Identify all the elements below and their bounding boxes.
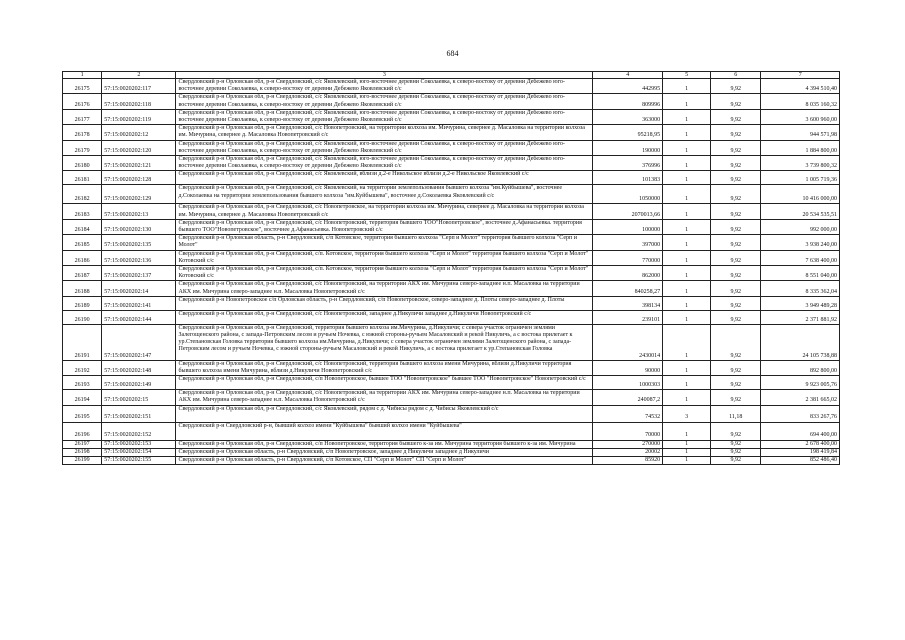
- parcel-rate: 9,92: [711, 281, 761, 296]
- parcel-value: 8 335 362,04: [761, 281, 840, 296]
- parcel-rate: 9,92: [711, 125, 761, 140]
- cadastral-number: 57:15:0020202:144: [102, 310, 176, 324]
- cadastral-number: 57:15:0020202:137: [102, 266, 176, 281]
- parcel-rate: 9,92: [711, 376, 761, 390]
- parcel-column-5: 3: [663, 405, 711, 422]
- cadastral-number: 57:15:0020202:155: [102, 457, 176, 465]
- parcel-value: 7 638 400,00: [761, 250, 840, 265]
- row-number: 26197: [63, 440, 102, 448]
- column-header: 6: [711, 72, 761, 79]
- parcel-area: 1050000: [593, 185, 663, 204]
- cadastral-number: 57:15:0020202:141: [102, 296, 176, 310]
- land-parcel-table: [62, 71, 840, 465]
- parcel-column-5: 1: [663, 109, 711, 124]
- parcel-value: 2 678 400,00: [761, 440, 840, 448]
- parcel-value: 2 371 881,92: [761, 310, 840, 324]
- row-number: 26185: [63, 235, 102, 250]
- parcel-location: Свердловский р-н Орловская обл, р-н Свердловский, с/с Яковлевский, на территории землепользования бывшего колхоза "им.Куйбышева", восточнее д.Соколаевка на территории землепользования бывшего колхоза "им.Куйбышева", восточнее д.Соколаевка Яковлевский с/с: [176, 185, 593, 204]
- parcel-area: 1000303: [593, 376, 663, 390]
- parcel-area: 239101: [593, 310, 663, 324]
- parcel-area: 270000: [593, 440, 663, 448]
- parcel-location: Свердловский р-н Орловская обл, р-н Свердловский, с/с Яковлевский, вблизи д.2-е Никольское вблизи д.2-е Никольское Яковлевский с/с: [176, 171, 593, 185]
- table-row: [63, 360, 840, 375]
- parcel-area: 190000: [593, 140, 663, 155]
- row-number: 26195: [63, 405, 102, 422]
- parcel-rate: 9,92: [711, 390, 761, 405]
- row-number: 26190: [63, 310, 102, 324]
- table-row: [63, 235, 840, 250]
- parcel-value: 992 000,00: [761, 219, 840, 234]
- parcel-rate: 9,92: [711, 422, 761, 440]
- parcel-rate: 9,92: [711, 219, 761, 234]
- cadastral-number: 57:15:0020202:121: [102, 156, 176, 171]
- table-row: [63, 109, 840, 124]
- cadastral-number: 57:15:0020202:130: [102, 219, 176, 234]
- parcel-area: 442995: [593, 79, 663, 94]
- table-row: [63, 94, 840, 109]
- parcel-column-5: 1: [663, 140, 711, 155]
- table-row: [63, 440, 840, 448]
- parcel-rate: 9,92: [711, 440, 761, 448]
- row-number: 26177: [63, 109, 102, 124]
- parcel-location: Свердловский р-н Орловская обл, р-н Свердловский, с/с Яковлевский, юго-восточнее деревни Соколаевка, к северо-востоку от деревни Дебежево юго-восточнее деревни Соколаевка, к северо-востоку от деревни Дебежево Яковлевский с/с: [176, 94, 593, 109]
- parcel-value: 24 105 738,88: [761, 324, 840, 360]
- parcel-value: 694 400,00: [761, 422, 840, 440]
- parcel-area: 397000: [593, 235, 663, 250]
- cadastral-number: 57:15:0020202:117: [102, 79, 176, 94]
- parcel-rate: 9,92: [711, 360, 761, 375]
- table-row: [63, 457, 840, 465]
- column-header: 2: [102, 72, 176, 79]
- parcel-value: 9 923 005,76: [761, 376, 840, 390]
- parcel-location: Свердловский р-н Орловская область, р-н Свердловский, с/п Котовское, территория бывшего колхоза "Серп и Молот" территория бывшего колхоза "Серп и Молот": [176, 235, 593, 250]
- parcel-area: 363000: [593, 109, 663, 124]
- cadastral-number: 57:15:0020202:152: [102, 422, 176, 440]
- parcel-column-5: 1: [663, 235, 711, 250]
- parcel-column-5: 1: [663, 324, 711, 360]
- parcel-area: 2070013,66: [593, 204, 663, 219]
- parcel-column-5: 1: [663, 448, 711, 456]
- row-number: 26180: [63, 156, 102, 171]
- parcel-rate: 9,92: [711, 250, 761, 265]
- parcel-area: 101383: [593, 171, 663, 185]
- cadastral-number: 57:15:0020202:154: [102, 448, 176, 456]
- table-row: [63, 296, 840, 310]
- table-row: [63, 281, 840, 296]
- row-number: 26183: [63, 204, 102, 219]
- parcel-rate: 9,92: [711, 296, 761, 310]
- cadastral-number: 57:15:0020202:15: [102, 390, 176, 405]
- parcel-column-5: 1: [663, 79, 711, 94]
- parcel-rate: 11,18: [711, 405, 761, 422]
- table-row: [63, 266, 840, 281]
- cadastral-number: 57:15:0020202:128: [102, 171, 176, 185]
- parcel-value: 1 884 800,00: [761, 140, 840, 155]
- parcel-rate: 9,92: [711, 171, 761, 185]
- cadastral-number: 57:15:0020202:135: [102, 235, 176, 250]
- column-header: 1: [63, 72, 102, 79]
- cadastral-number: 57:15:0020202:147: [102, 324, 176, 360]
- parcel-value: 198 419,84: [761, 448, 840, 456]
- parcel-rate: 9,92: [711, 94, 761, 109]
- parcel-location: Свердловский р-н Орловская область, р-н Свердловский, с/п Новопетровское, западнее д Никуличи западнее д Никуличи: [176, 448, 593, 456]
- row-number: 26178: [63, 125, 102, 140]
- parcel-column-5: 1: [663, 440, 711, 448]
- table-row: [63, 171, 840, 185]
- parcel-location: Свердловский р-н Орловская обл, р-н Свердловский, с/с Яковлевский, рядом с д. Чибисы рядом с д. Чибисы Яковлевский с/с: [176, 405, 593, 422]
- parcel-area: 862000: [593, 266, 663, 281]
- parcel-location: Свердловский р-н Орловская обл, р-н Свердловский, с/п. Котовское, территория бывшего колхоза "Серп и Молот" территория бывшего колхоза "Серп и Молот" Котовский с/с: [176, 266, 593, 281]
- parcel-column-5: 1: [663, 185, 711, 204]
- parcel-location: Свердловский р-н Орловская обл, р-н Свердловский, с/с Яковлевский, юго-восточнее деревни Соколаевка, к северо-востоку от деревни Дебежево юго-восточнее деревни Соколаевка, к северо-востоку от деревни Дебежево Яковлевский с/с: [176, 79, 593, 94]
- table-row: [63, 156, 840, 171]
- parcel-location: Свердловский р-н Орловская обл, р-н Свердловский, с/с Новопетровское, на территории колхоза им. Мичурина, севернее д. Масаловка на территории колхоза им. Мичурина, севернее д. Масаловка Новопетровский с/с: [176, 204, 593, 219]
- parcel-location: Свердловский р-н Орловская обл, р-н Свердловский, с/с Яковлевский, юго-восточнее деревни Соколаевка, к северо-востоку от деревни Дебежево юго-восточнее деревни Соколаевка, к северо-востоку от деревни Дебежево Яковлевский с/с: [176, 140, 593, 155]
- row-number: 26176: [63, 94, 102, 109]
- page-number: 684: [446, 49, 459, 58]
- parcel-value: 2 381 665,02: [761, 390, 840, 405]
- parcel-rate: 9,92: [711, 448, 761, 456]
- parcel-value: 10 416 000,00: [761, 185, 840, 204]
- table-row: [63, 204, 840, 219]
- column-header: 7: [761, 72, 840, 79]
- parcel-column-5: 1: [663, 296, 711, 310]
- parcel-location: Свердловский р-н Новопетровское с/п Орловская область, р-н Свердловский, с/п Новопетровское, северо-западнее д. Плоты северо-западнее д. Плоты: [176, 296, 593, 310]
- table-row: [63, 448, 840, 456]
- parcel-area: 770000: [593, 250, 663, 265]
- table-row: [63, 422, 840, 440]
- parcel-location: Свердловский р-н Орловская обл, р-н Свердловский, с/п. Котовское, территория бывшего колхоза "Серп и Молот" территория бывшего колхоза "Серп и Молот" Котовский с/с: [176, 250, 593, 265]
- parcel-area: 90000: [593, 360, 663, 375]
- parcel-area: 100000: [593, 219, 663, 234]
- row-number: 26189: [63, 296, 102, 310]
- table-row: [63, 219, 840, 234]
- parcel-value: 3 938 240,00: [761, 235, 840, 250]
- parcel-value: 8 035 160,32: [761, 94, 840, 109]
- parcel-column-5: 1: [663, 422, 711, 440]
- row-number: 26187: [63, 266, 102, 281]
- cadastral-number: 57:15:0020202:14: [102, 281, 176, 296]
- cadastral-number: 57:15:0020202:119: [102, 109, 176, 124]
- column-header: 3: [176, 72, 593, 79]
- parcel-area: 809996: [593, 94, 663, 109]
- parcel-rate: 9,92: [711, 140, 761, 155]
- parcel-value: 1 005 719,36: [761, 171, 840, 185]
- parcel-location: Свердловский р-н Орловская обл, р-н Свердловский, с/с Новопетровский, территория бывшего ТОО"Новопетровское", восточнее д.Афанасьевка. территория бывшего ТОО"Новопетровское", восточнее д.Афанасьевка. Новопетровский с/с: [176, 219, 593, 234]
- row-number: 26181: [63, 171, 102, 185]
- cadastral-number: 57:15:0020202:12: [102, 125, 176, 140]
- cadastral-number: 57:15:0020202:120: [102, 140, 176, 155]
- parcel-column-5: 1: [663, 457, 711, 465]
- parcel-area: 74532: [593, 405, 663, 422]
- column-header-row: [63, 72, 840, 79]
- parcel-rate: 9,92: [711, 156, 761, 171]
- table-row: [63, 390, 840, 405]
- table-row: [63, 250, 840, 265]
- parcel-area: 376996: [593, 156, 663, 171]
- row-number: 26182: [63, 185, 102, 204]
- parcel-rate: 9,92: [711, 324, 761, 360]
- cadastral-number: 57:15:0020202:118: [102, 94, 176, 109]
- row-number: 26179: [63, 140, 102, 155]
- row-number: 26196: [63, 422, 102, 440]
- parcel-column-5: 1: [663, 94, 711, 109]
- parcel-area: 240087,2: [593, 390, 663, 405]
- cadastral-number: 57:15:0020202:148: [102, 360, 176, 375]
- parcel-column-5: 1: [663, 204, 711, 219]
- parcel-column-5: 1: [663, 266, 711, 281]
- row-number: 26188: [63, 281, 102, 296]
- parcel-area: 2430014: [593, 324, 663, 360]
- parcel-value: 4 394 510,40: [761, 79, 840, 94]
- parcel-column-5: 1: [663, 250, 711, 265]
- parcel-value: 3 949 489,28: [761, 296, 840, 310]
- parcel-value: 3 739 800,32: [761, 156, 840, 171]
- parcel-location: Свердловский р-н Орловская обл, р-н Свердловский, с/с Яковлевский, юго-восточнее деревни Соколаевка, к северо-востоку от деревни Дебежево юго-восточнее деревни Соколаевка, к северо-востоку от деревни Дебежево Яковлевский с/с: [176, 109, 593, 124]
- parcel-value: 3 600 960,00: [761, 109, 840, 124]
- row-number: 26199: [63, 457, 102, 465]
- row-number: 26186: [63, 250, 102, 265]
- parcel-column-5: 1: [663, 125, 711, 140]
- row-number: 26194: [63, 390, 102, 405]
- cadastral-number: 57:15:0020202:129: [102, 185, 176, 204]
- parcel-column-5: 1: [663, 219, 711, 234]
- parcel-rate: 9,92: [711, 109, 761, 124]
- cadastral-number: 57:15:0020202:136: [102, 250, 176, 265]
- row-number: 26175: [63, 79, 102, 94]
- parcel-location: Свердловский р-н Орловская обл, р-н Свердловский, с/п Новопетровское, бывшее ТОО "Новопетровское" бывшее ТОО "Новопетровское" Новопетровский с/с: [176, 376, 593, 390]
- parcel-area: 85920: [593, 457, 663, 465]
- parcel-location: Свердловский р-н Орловская обл, р-н Свердловский, территория бывшего колхоза им.Мичурина, д.Никуличи; с севера участок ограничен землями Залегощенского района, с запада-Петровским лесом и ручьем Ночевка, с южной стороны-ручьем Масаловский и рекой Никуличь, а с востока прилегает к ур.Степановская Головка территория бывшего колхоза им.Мичурина, д.Никуличи; с севера участок ограничен землями Залегощенского района, с запада-Петровским лесом и ручьем Ночевка, с южной стороны-ручьем Масаловский и рекой Никуличь, а с востока прилегает к ур.Степановская Головка: [176, 324, 593, 360]
- parcel-area: 70000: [593, 422, 663, 440]
- parcel-value: 892 800,00: [761, 360, 840, 375]
- parcel-location: Свердловский р-н Орловская обл, р-н Свердловский, с/с Яковлевский, юго-восточнее деревни Соколаевка, к северо-востоку от деревни Дебежево юго-восточнее деревни Соколаевка, к северо-востоку от деревни Дебежево Яковлевский с/с: [176, 156, 593, 171]
- cadastral-number: 57:15:0020202:149: [102, 376, 176, 390]
- row-number: 26193: [63, 376, 102, 390]
- parcel-location: Свердловский р-н Свердловский р-н, бывший колхоз имени "Куйбышева" бывший колхоз имени "Куйбышева": [176, 422, 593, 440]
- parcel-area: 95218,95: [593, 125, 663, 140]
- table-row: [63, 185, 840, 204]
- table-row: [63, 376, 840, 390]
- parcel-rate: 9,92: [711, 235, 761, 250]
- parcel-rate: 9,92: [711, 310, 761, 324]
- parcel-value: 833 267,76: [761, 405, 840, 422]
- parcel-rate: 9,92: [711, 204, 761, 219]
- column-header: 4: [593, 72, 663, 79]
- parcel-value: 8 551 040,00: [761, 266, 840, 281]
- parcel-location: Свердловский р-н Орловская обл, р-н Свердловский, с/с Новопетровский, на территории АКХ им. Мичурина северо-западнее н.п. Масаловка на территории АКХ им. Мичурина северо-западнее н.п. Масаловка Новопетровский с/с: [176, 281, 593, 296]
- parcel-column-5: 1: [663, 281, 711, 296]
- table-row: [63, 140, 840, 155]
- parcel-rate: 9,92: [711, 185, 761, 204]
- parcel-location: Свердловский р-н Орловская обл, р-н Свердловский, с/с Новопетровский, на территории колхоза им. Мичурина, севернее д. Масаловка на территории колхоза им. Мичурина, севернее д. Масаловка Новопетровский с/с: [176, 125, 593, 140]
- parcel-value: 20 534 535,51: [761, 204, 840, 219]
- parcel-rate: 9,92: [711, 79, 761, 94]
- parcel-location: Свердловский р-н Орловская обл, р-н Свердловский, с/п Новопетровское, территория бывшего к-за им. Мичурина территория бывшего к-за им. Мичурина: [176, 440, 593, 448]
- parcel-column-5: 1: [663, 156, 711, 171]
- table-row: [63, 310, 840, 324]
- row-number: 26191: [63, 324, 102, 360]
- cadastral-number: 57:15:0020202:13: [102, 204, 176, 219]
- row-number: 26184: [63, 219, 102, 234]
- parcel-value: 944 571,98: [761, 125, 840, 140]
- parcel-rate: 9,92: [711, 266, 761, 281]
- cadastral-number: 57:15:0020202:153: [102, 440, 176, 448]
- parcel-location: Свердловский р-н Орловская обл, р-н Свердловский, с/с Новопетровский, территория бывшего колхоза имени Мичурина, вблизи д.Никуличи территория бывшего колхоза имени Мичурина, вблизи д.Никуличи Новопетровский с/с: [176, 360, 593, 375]
- row-number: 26198: [63, 448, 102, 456]
- parcel-column-5: 1: [663, 171, 711, 185]
- table-row: [63, 79, 840, 94]
- parcel-area: 840258,27: [593, 281, 663, 296]
- parcel-location: Свердловский р-н Орловская область, р-н Свердловский, с/п Котовское, СП "Серп и Молот" СП "Серп и Молот": [176, 457, 593, 465]
- parcel-column-5: 1: [663, 360, 711, 375]
- column-header: 5: [663, 72, 711, 79]
- parcel-area: 20002: [593, 448, 663, 456]
- parcel-location: Свердловский р-н Орловская обл, р-н Свердловский, с/с Новопетровский, западнее д.Никуличи западнее д.Никуличи Новопетровский с/с: [176, 310, 593, 324]
- parcel-column-5: 1: [663, 310, 711, 324]
- cadastral-number: 57:15:0020202:151: [102, 405, 176, 422]
- parcel-value: 852 486,40: [761, 457, 840, 465]
- parcel-rate: 9,92: [711, 457, 761, 465]
- table-row: [63, 324, 840, 360]
- table-row: [63, 125, 840, 140]
- parcel-column-5: 1: [663, 390, 711, 405]
- parcel-location: Свердловский р-н Орловская обл, р-н Свердловский, с/с Новопетровский, на территории АКХ им. Мичурина северо-западнее н.п. Масаловка на территории АКХ им. Мичурина северо-западнее н.п. Масаловка Новопетровский с/с: [176, 390, 593, 405]
- table-row: [63, 405, 840, 422]
- parcel-column-5: 1: [663, 376, 711, 390]
- row-number: 26192: [63, 360, 102, 375]
- parcel-area: 398134: [593, 296, 663, 310]
